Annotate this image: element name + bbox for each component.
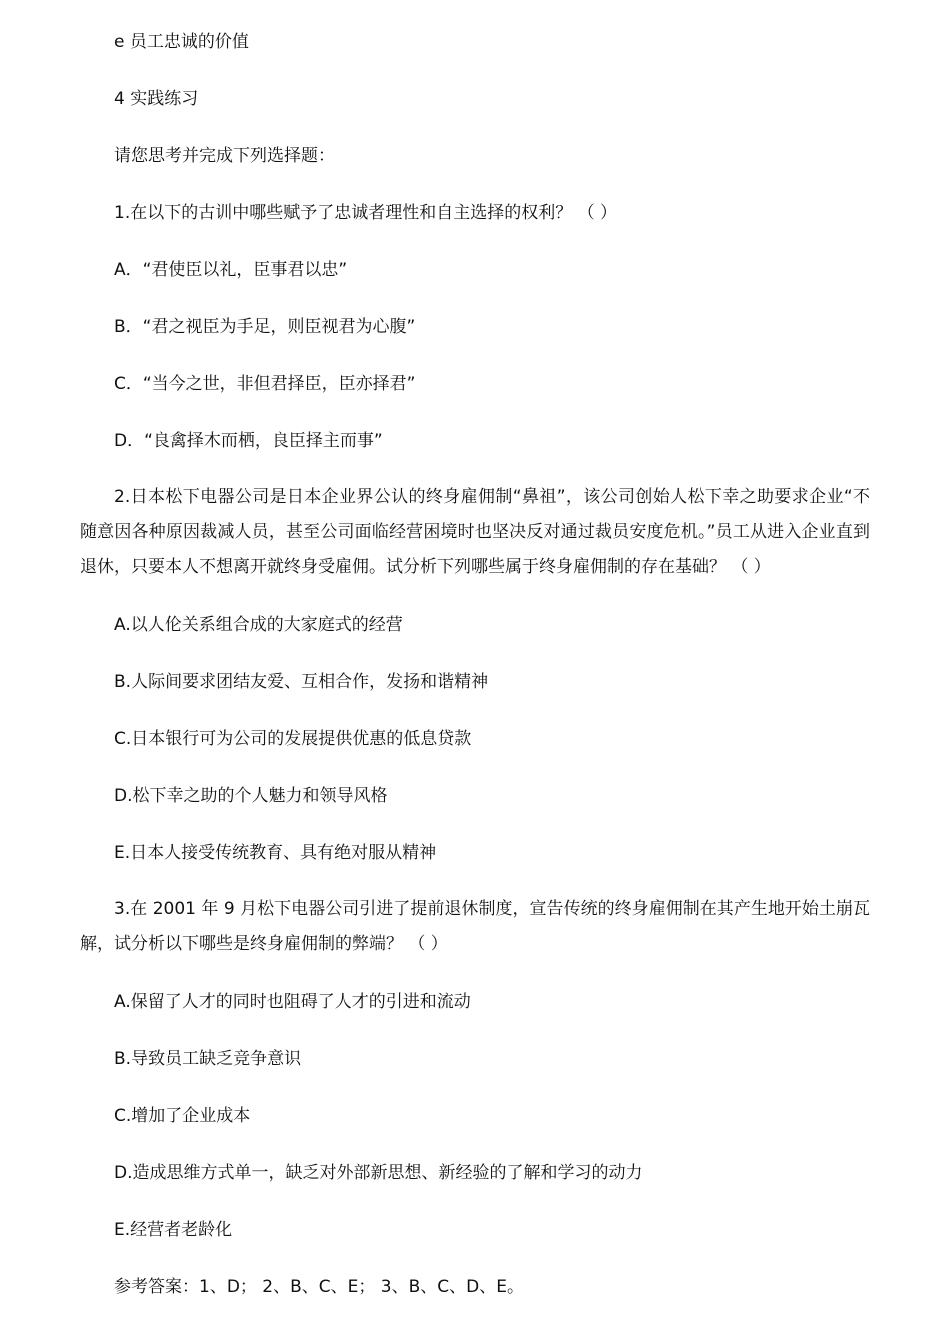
- section-heading-e: e 员工忠诚的价值: [114, 32, 249, 52]
- question-1-option-a: A．“君使臣以礼，臣事君以忠”: [114, 260, 348, 280]
- question-2-option-c: C.日本银行可为公司的发展提供优惠的低息贷款: [114, 729, 472, 749]
- question-3-option-a: A.保留了人才的同时也阻碍了人才的引进和流动: [114, 992, 471, 1012]
- question-3-option-d: D.造成思维方式单一，缺乏对外部新思想、新经验的了解和学习的动力: [114, 1163, 643, 1183]
- question-1-option-c: C．“当今之世，非但君择臣，臣亦择君”: [114, 374, 416, 394]
- question-3-option-c: C.增加了企业成本: [114, 1106, 251, 1126]
- question-2-option-d: D.松下幸之助的个人魅力和领导风格: [114, 786, 388, 806]
- question-2-option-a: A.以人伦关系组合成的大家庭式的经营: [114, 615, 403, 635]
- reference-answers: 参考答案：1、D； 2、B、C、E； 3、B、C、D、E。: [114, 1277, 524, 1297]
- question-2-option-b: B.人际间要求团结友爱、互相合作，发扬和谐精神: [114, 672, 489, 692]
- question-1-option-d: D．“良禽择木而栖，良臣择主而事”: [114, 431, 383, 451]
- question-2-option-e: E.日本人接受传统教育、具有绝对服从精神: [114, 843, 437, 863]
- question-3: 3.在 2001 年 9 月松下电器公司引进了提前退休制度，宣告传统的终身雇佣制在其产生地开始土崩瓦解，试分析以下哪些是终身雇佣制的弊端？ （ ）: [80, 899, 870, 954]
- exercise-intro: 请您思考并完成下列选择题：: [114, 146, 335, 166]
- section-heading-4: 4 实践练习: [114, 89, 199, 109]
- question-1: 1.在以下的古训中哪些赋予了忠诚者理性和自主选择的权利？ （ ）: [114, 203, 618, 223]
- question-1-option-b: B．“君之视臣为手足，则臣视君为心腹”: [114, 317, 416, 337]
- question-3-option-b: B.导致员工缺乏竞争意识: [114, 1049, 302, 1069]
- question-3-option-e: E.经营者老龄化: [114, 1220, 233, 1240]
- question-2: 2.日本松下电器公司是日本企业界公认的终身雇佣制“鼻祖”，该公司创始人松下幸之助要求企业“不随意因各种原因裁减人员，甚至公司面临经营困境时也坚决反对通过裁员安度危机。”员工从进入企业直到退休，只要本人不想离开就终身受雇佣。试分析下列哪些属于终身雇佣制的存在基础？ （ ）: [80, 487, 870, 577]
